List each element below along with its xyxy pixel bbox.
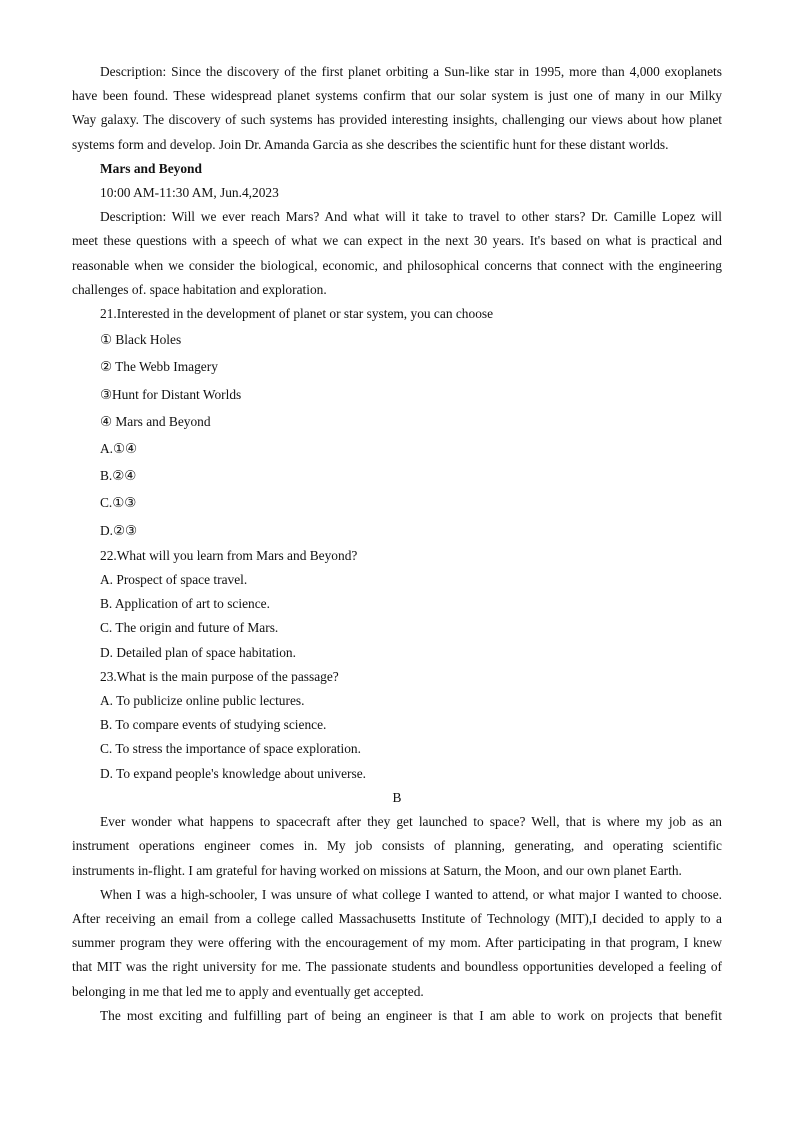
lecture-description-paragraph bbox=[72, 205, 722, 302]
text-line: systems form and develop. Join Dr. Amanda Garcia as she describes the scientific hunt for these distant worlds. bbox=[72, 136, 669, 152]
answer-option-d: D.②③ bbox=[100, 522, 138, 538]
question-22 bbox=[72, 544, 722, 665]
text-line: have been found. These widespread planet systems confirm that our solar system is just one of many in our Milky bbox=[72, 88, 722, 104]
answer-option-a: A. To publicize online public lectures. bbox=[100, 693, 305, 709]
text-line: After receiving an email from a college called Massachusetts Institute of Technology (MIT),I decided to apply to a bbox=[72, 910, 722, 926]
text-line: Description: Since the discovery of the first planet orbiting a Sun-like star in 1995, more than 4,000 exoplanets bbox=[100, 64, 722, 79]
section-heading: B bbox=[392, 789, 402, 805]
exam-page bbox=[72, 60, 722, 1028]
answer-option-c: C.①③ bbox=[100, 495, 137, 511]
answer-option-d: D. To expand people's knowledge about universe. bbox=[100, 765, 367, 781]
text-line: belonging in me that led me to apply and eventually get accepted. bbox=[72, 983, 424, 999]
answer-option-a: A.①④ bbox=[100, 441, 138, 457]
answer-option-d: D. Detailed plan of space habitation. bbox=[100, 644, 296, 660]
text-line: reasonable when we consider the biological, economic, and philosophical concerns that connect with the engineering bbox=[72, 257, 722, 273]
text-line: Way galaxy. The discovery of such systems has provided interesting insights, challenging our views about how planet bbox=[72, 112, 722, 128]
text-line: Ever wonder what happens to spacecraft after they get launched to space? Well, that is where my job as an bbox=[100, 814, 722, 830]
answer-option-b: B. Application of art to science. bbox=[100, 596, 270, 612]
question-stem: 22.What will you learn from Mars and Beyond? bbox=[100, 547, 358, 563]
text-line: summer program they were offering with the encouragement of my mom. After participating in that program, I knew bbox=[72, 935, 722, 951]
lecture-description-paragraph bbox=[72, 60, 722, 157]
passage-paragraph bbox=[72, 1004, 722, 1028]
answer-option-a: A. Prospect of space travel. bbox=[100, 572, 248, 588]
answer-option-b: B.②④ bbox=[100, 468, 137, 484]
choice-item: ③Hunt for Distant Worlds bbox=[100, 386, 242, 402]
lecture-title: Mars and Beyond bbox=[100, 160, 202, 176]
choice-item: ① Black Holes bbox=[100, 332, 182, 348]
passage-paragraph bbox=[72, 810, 722, 883]
text-line: When I was a high-schooler, I was unsure of what college I wanted to attend, or what major I wanted to choose. bbox=[100, 886, 722, 902]
text-line: meet these questions with a speech of what we can expect in the next 30 years. It's based on what is practical and bbox=[72, 233, 722, 249]
text-line: instrument operations engineer comes in. My job consists of planning, generating, and operating scientific bbox=[72, 838, 722, 854]
passage-paragraph bbox=[72, 883, 722, 1004]
text-line: that MIT was the right university for me. The passionate students and boundless opportunities developed a feeling of bbox=[72, 959, 722, 975]
question-23 bbox=[72, 665, 722, 786]
text-line: instruments in-flight. I am grateful for having worked on missions at Saturn, the Moon, and our own planet Earth. bbox=[72, 862, 682, 878]
question-stem: 23.What is the main purpose of the passage? bbox=[100, 668, 339, 684]
answer-option-c: C. The origin and future of Mars. bbox=[100, 620, 279, 636]
question-21 bbox=[72, 302, 722, 544]
lecture-time: 10:00 AM-11:30 AM, Jun.4,2023 bbox=[100, 185, 279, 201]
text-line: challenges of. space habitation and exploration. bbox=[72, 281, 327, 297]
text-line: Description: Will we ever reach Mars? And what will it take to travel to other stars? Dr. Camille Lopez will bbox=[100, 209, 722, 225]
choice-item: ④ Mars and Beyond bbox=[100, 413, 211, 429]
answer-option-b: B. To compare events of studying science. bbox=[100, 717, 327, 733]
answer-option-c: C. To stress the importance of space exploration. bbox=[100, 741, 361, 757]
text-line: The most exciting and fulfilling part of being an engineer is that I am able to work on projects that benefit bbox=[100, 1007, 722, 1023]
choice-item: ② The Webb Imagery bbox=[100, 359, 218, 375]
question-stem: 21.Interested in the development of planet or star system, you can choose bbox=[100, 306, 494, 322]
